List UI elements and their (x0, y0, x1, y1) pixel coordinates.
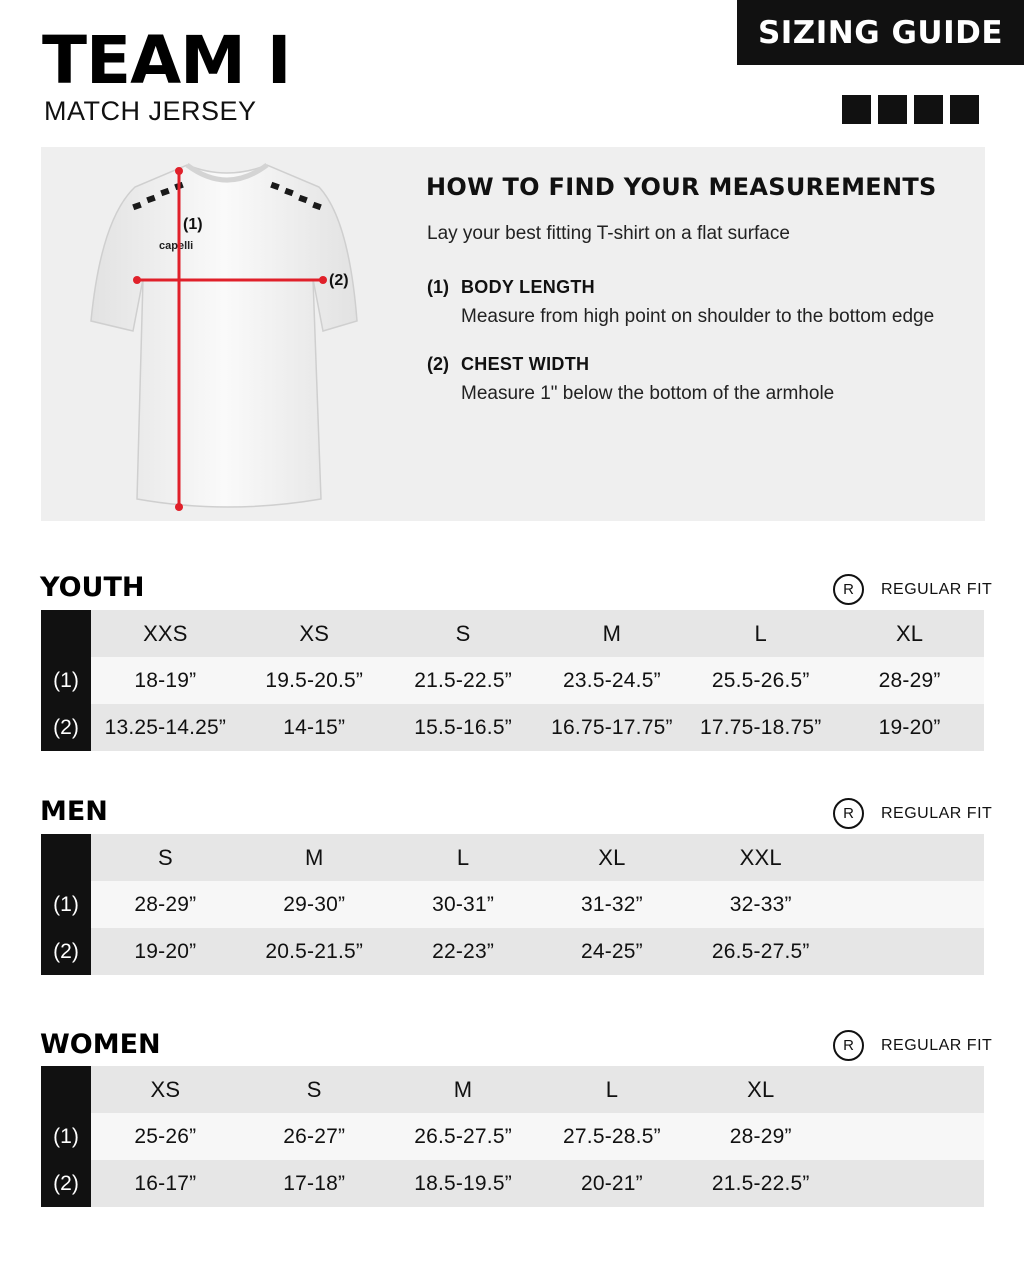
table-cell: 28-29” (729, 1124, 792, 1148)
size-table-women (41, 1066, 984, 1207)
product-title: TEAM I (42, 22, 291, 99)
size-header: M (602, 620, 622, 646)
row-label: (1) (41, 657, 91, 704)
fit-label: REGULAR FIT (881, 580, 993, 598)
table-cell: 21.5-22.5” (711, 1171, 810, 1195)
marker-1: (1) (183, 216, 203, 233)
regular-fit-icon: R (833, 574, 864, 605)
fit-indicator-youth (833, 574, 992, 605)
table-cell: 26.5-27.5” (711, 939, 810, 963)
jersey-illustration (87, 159, 367, 514)
size-header: L (605, 1076, 619, 1102)
brand-logo: capelli (159, 240, 194, 252)
step-chest-width (427, 354, 834, 405)
row-label: (2) (41, 704, 91, 751)
size-table-youth (41, 610, 984, 751)
size-header: XXL (739, 844, 782, 870)
measurement-panel (41, 147, 985, 521)
marker-2: (2) (329, 272, 349, 289)
sizing-guide-badge: SIZING GUIDE (737, 0, 1024, 65)
table-cell: 18-19” (134, 668, 197, 692)
row-label-blank (41, 834, 91, 881)
table-cell: 13.25-14.25” (104, 715, 227, 739)
table-header-row (41, 610, 984, 657)
row-label-blank (41, 610, 91, 657)
regular-fit-icon: R (833, 798, 864, 829)
table-header-row (41, 1066, 984, 1113)
step-body-length (427, 277, 934, 328)
section-title-men: MEN (40, 796, 108, 827)
table-cell: 15.5-16.5” (414, 715, 512, 739)
table-cell: 18.5-19.5” (414, 1171, 512, 1195)
step-number: (2) (427, 354, 449, 374)
table-cell: 31-32” (580, 892, 643, 916)
table-cell: 28-29” (134, 892, 197, 916)
instructions-heading: HOW TO FIND YOUR MEASUREMENTS (426, 173, 937, 201)
fit-label: REGULAR FIT (881, 1036, 993, 1054)
table-cell (835, 1113, 984, 1160)
table-cell (835, 928, 984, 975)
size-header: S (455, 620, 471, 646)
table-row (41, 704, 984, 751)
table-cell: 26-27” (283, 1124, 346, 1148)
fit-indicator-men (833, 798, 992, 829)
table-cell: 24-25” (580, 939, 643, 963)
table-cell: 20-21” (580, 1171, 643, 1195)
step-label: CHEST WIDTH (461, 354, 590, 374)
row-label: (2) (41, 928, 91, 975)
size-header (835, 1066, 984, 1113)
row-label: (1) (41, 1113, 91, 1160)
size-table-men (41, 834, 984, 975)
square-icon (878, 95, 907, 124)
step-number: (1) (427, 277, 449, 297)
instructions-intro: Lay your best fitting T-shirt on a flat surface (427, 223, 790, 244)
size-header: L (754, 620, 767, 646)
size-header: M (453, 1076, 473, 1102)
section-title-youth: YOUTH (40, 572, 145, 603)
size-header: XL (895, 620, 924, 646)
size-header: L (456, 844, 470, 870)
square-icon (950, 95, 979, 124)
table-cell: 19-20” (878, 715, 941, 739)
table-cell: 14-15” (283, 715, 346, 739)
table-cell: 17-18” (283, 1171, 346, 1195)
table-cell: 32-33” (729, 892, 792, 916)
section-title-women: WOMEN (40, 1029, 161, 1060)
size-header: XL (598, 844, 626, 870)
table-cell (835, 881, 984, 928)
table-header-row (41, 834, 984, 881)
table-cell: 25.5-26.5” (711, 668, 810, 692)
row-label: (2) (41, 1160, 91, 1207)
size-header: S (306, 1076, 322, 1102)
table-row (41, 881, 984, 928)
table-cell: 23.5-24.5” (563, 668, 661, 692)
table-cell: 27.5-28.5” (563, 1124, 661, 1148)
step-description: Measure 1" below the bottom of the armhole (461, 383, 835, 404)
table-cell: 25-26” (134, 1124, 197, 1148)
table-cell: 29-30” (283, 892, 346, 916)
table-cell: 20.5-21.5” (265, 939, 364, 963)
regular-fit-icon: R (833, 1030, 864, 1061)
fit-label: REGULAR FIT (881, 804, 993, 822)
table-cell (835, 1160, 984, 1207)
size-header: XL (747, 1076, 775, 1102)
table-cell: 16-17” (134, 1171, 197, 1195)
row-label: (1) (41, 881, 91, 928)
table-cell: 19.5-20.5” (265, 668, 364, 692)
size-header: S (157, 844, 173, 870)
table-cell: 28-29” (878, 668, 941, 692)
step-label: BODY LENGTH (461, 277, 595, 297)
decorative-squares (842, 95, 979, 124)
row-label-blank (41, 1066, 91, 1113)
size-header: M (304, 844, 324, 870)
fit-indicator-women (833, 1030, 992, 1061)
product-subtitle: MATCH JERSEY (44, 96, 257, 126)
table-cell: 19-20” (134, 939, 197, 963)
table-cell: 16.75-17.75” (551, 715, 673, 739)
square-icon (842, 95, 871, 124)
table-cell: 21.5-22.5” (414, 668, 512, 692)
table-cell: 26.5-27.5” (414, 1124, 512, 1148)
table-cell: 17.75-18.75” (700, 715, 822, 739)
table-row (41, 1113, 984, 1160)
square-icon (914, 95, 943, 124)
table-row (41, 657, 984, 704)
table-row (41, 1160, 984, 1207)
size-header: XS (150, 1076, 181, 1102)
table-cell: 30-31” (432, 892, 495, 916)
size-header: XS (299, 620, 330, 646)
step-description: Measure from high point on shoulder to the bottom edge (461, 306, 935, 327)
table-row (41, 928, 984, 975)
size-header: XXS (143, 620, 188, 646)
table-cell: 22-23” (432, 939, 495, 963)
size-header (835, 834, 984, 881)
